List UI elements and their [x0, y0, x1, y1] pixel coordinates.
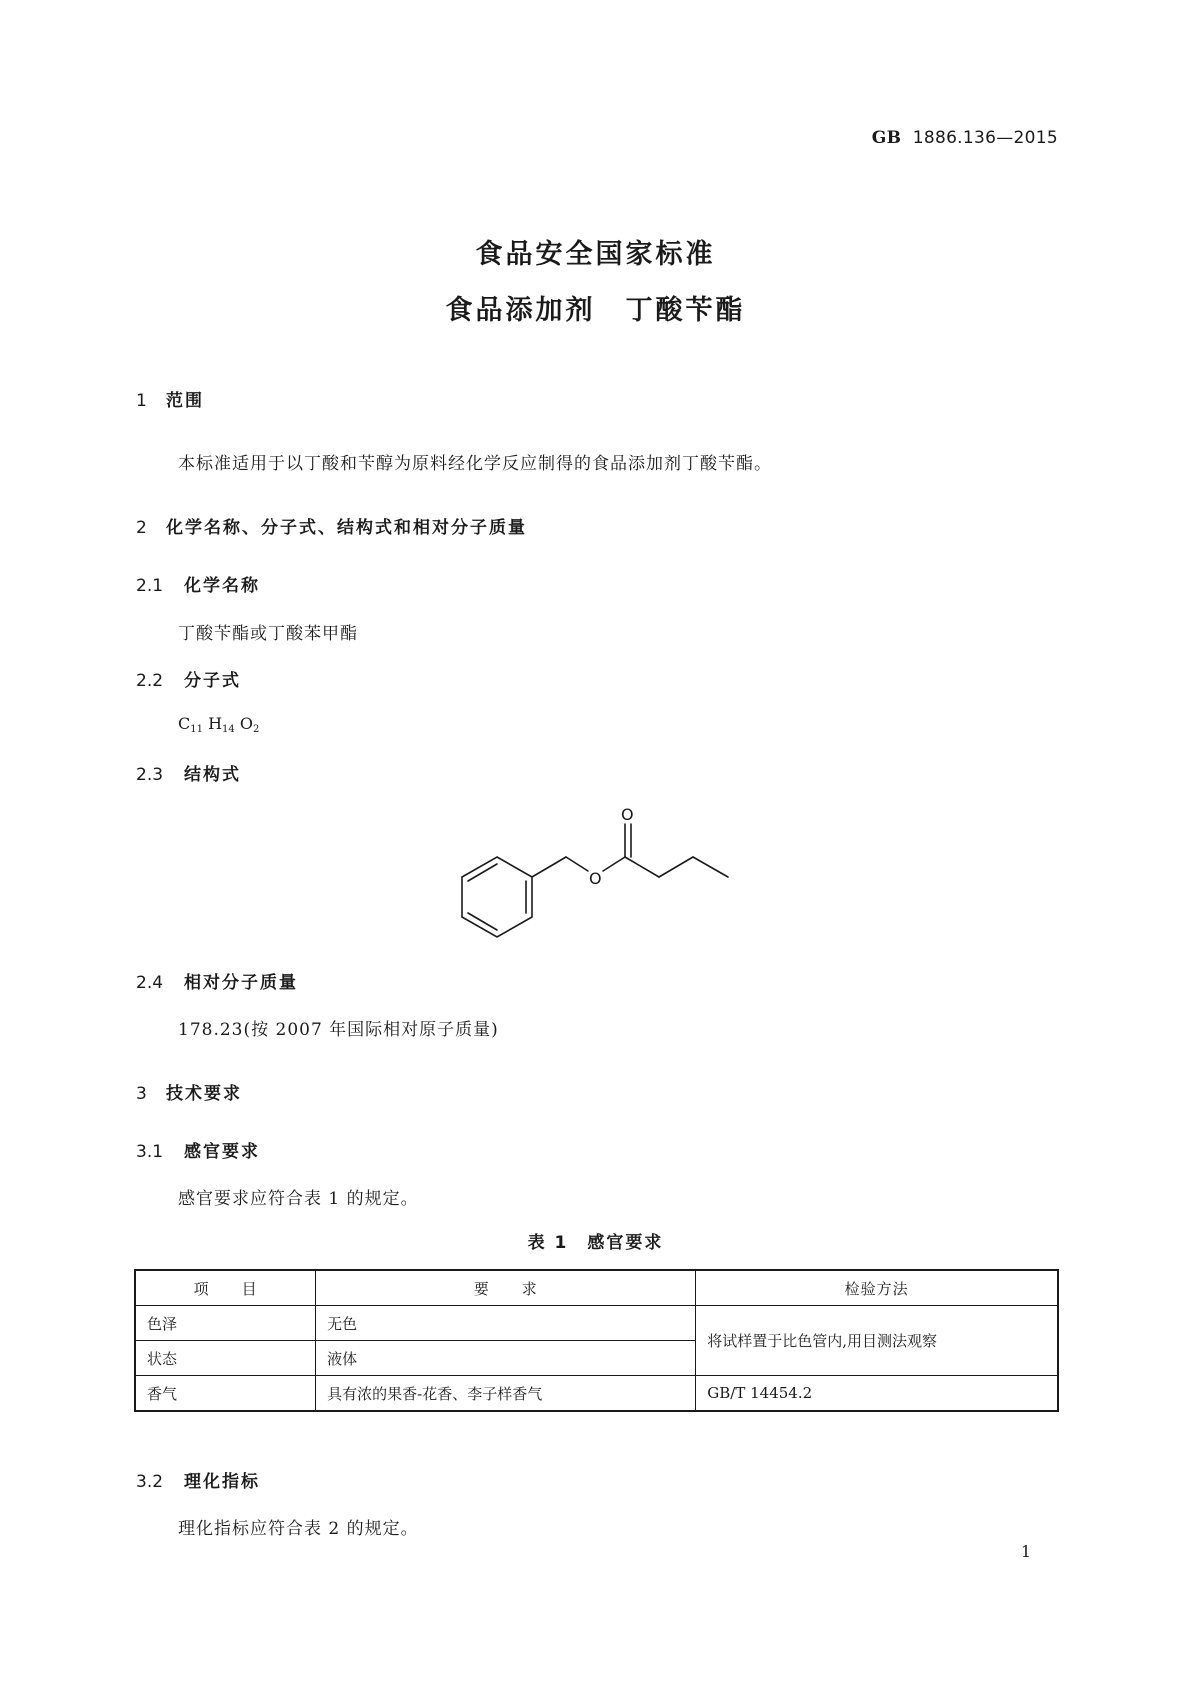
formula-element-c: C	[178, 714, 191, 733]
section-2-3-heading	[136, 760, 241, 785]
section-3-heading	[136, 1079, 242, 1104]
section-3-2-text: 理化指标应符合表 2 的规定。	[178, 1519, 419, 1539]
table-cell-item: 香气	[135, 1376, 316, 1412]
formula-element-h: H	[208, 714, 223, 733]
table-1-caption: 表 1 感官要求	[527, 1233, 664, 1253]
section-number: 2.4	[136, 973, 164, 993]
table-cell-item: 状态	[135, 1341, 316, 1376]
bond	[625, 857, 659, 877]
table-cell-requirement: 无色	[316, 1306, 696, 1341]
section-2-2-heading	[136, 666, 241, 691]
section-title: 感官要求	[184, 1142, 260, 1162]
molecular-formula	[178, 714, 259, 735]
table-cell-requirement: 具有浓的果香-花香、李子样香气	[316, 1376, 696, 1412]
table-header-cell: 项 目	[135, 1270, 316, 1306]
section-2-1-heading	[136, 571, 260, 596]
standard-prefix: GB	[871, 128, 902, 148]
table-cell-method: GB/T 14454.2	[696, 1376, 1058, 1412]
table-cell-item: 色泽	[135, 1306, 316, 1341]
section-number: 2	[136, 518, 147, 538]
bond	[566, 857, 588, 871]
benzene-ring	[462, 857, 532, 937]
section-number: 2.2	[136, 671, 164, 691]
section-title: 技术要求	[166, 1084, 242, 1104]
section-1-text: 本标准适用于以丁酸和苄醇为原料经化学反应制得的食品添加剂丁酸苄酯。	[178, 454, 772, 474]
table-cell-method: 将试样置于比色管内,用目测法观察	[696, 1306, 1058, 1376]
section-2-4-heading	[136, 968, 298, 993]
section-2-heading	[136, 513, 527, 538]
section-title: 理化指标	[184, 1472, 260, 1492]
bond	[603, 857, 625, 871]
table-row	[135, 1376, 1058, 1412]
section-title: 相对分子质量	[184, 973, 298, 993]
section-title: 化学名称、分子式、结构式和相对分子质量	[166, 518, 527, 538]
atom-label-ester-oxygen: O	[589, 869, 602, 888]
section-title: 化学名称	[184, 576, 260, 596]
table-header-cell: 要 求	[316, 1270, 696, 1306]
table-header-row	[135, 1270, 1058, 1306]
section-2-4-text: 178.23(按 2007 年国际相对原子质量)	[178, 1020, 499, 1040]
section-title: 分子式	[184, 671, 241, 691]
table-1	[134, 1269, 1059, 1412]
bond	[659, 857, 693, 877]
standard-code: 1886.136—2015	[912, 128, 1058, 148]
table-header-cell: 检验方法	[696, 1270, 1058, 1306]
section-number: 1	[136, 391, 147, 411]
section-number: 3	[136, 1084, 147, 1104]
standard-number	[872, 128, 1058, 148]
section-2-1-text: 丁酸苄酯或丁酸苯甲酯	[178, 624, 358, 644]
atom-label-carbonyl-oxygen: O	[621, 805, 634, 824]
section-title: 范围	[166, 391, 204, 411]
section-3-1-text: 感官要求应符合表 1 的规定。	[178, 1189, 419, 1209]
section-number: 2.3	[136, 765, 164, 785]
structural-formula	[440, 800, 750, 940]
bond	[532, 857, 566, 877]
section-number: 3.1	[136, 1142, 164, 1162]
section-3-1-heading	[136, 1137, 260, 1162]
section-title: 结构式	[184, 765, 241, 785]
section-1-heading	[136, 386, 204, 411]
section-number: 3.2	[136, 1472, 164, 1492]
formula-subscript: 11	[190, 724, 203, 735]
formula-subscript: 14	[222, 724, 235, 735]
table-cell-requirement: 液体	[316, 1341, 696, 1376]
document-title-line2: 食品添加剂 丁酸苄酯	[445, 295, 746, 326]
document-title-line1: 食品安全国家标准	[475, 239, 716, 270]
section-number: 2.1	[136, 576, 164, 596]
page-number: 1	[1020, 1542, 1031, 1561]
formula-subscript: 2	[252, 724, 260, 735]
formula-element-o: O	[239, 714, 253, 733]
section-3-2-heading	[136, 1467, 260, 1492]
bond	[693, 857, 728, 877]
table-row	[135, 1306, 1058, 1341]
